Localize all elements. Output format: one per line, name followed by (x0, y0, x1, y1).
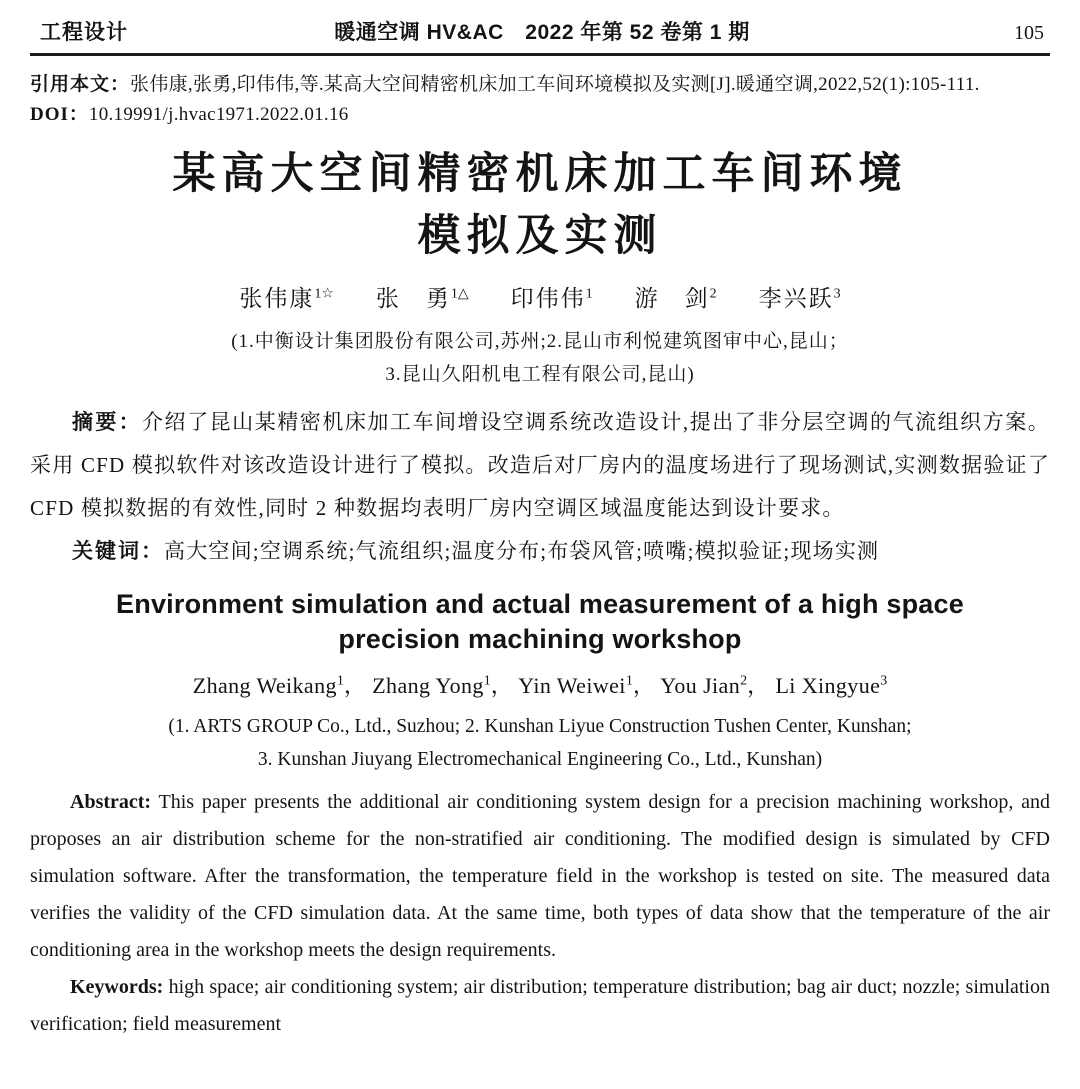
author-separator: ， (490, 673, 519, 698)
abstract-zh-block (30, 401, 1050, 573)
abstract-en-label: Abstract: (70, 791, 152, 813)
author-separator: ， (632, 673, 661, 698)
citation-text: 张伟康,张勇,印伟伟,等.某高大空间精密机床加工车间环境模拟及实测[J].暖通空调,2022,52(1):105-111. (130, 74, 980, 95)
author-superscript: 2 (740, 673, 748, 689)
paper-title-en-line2: precision machining workshop (338, 624, 742, 654)
author-superscript: 1△ (450, 286, 469, 302)
journal-header (30, 16, 1050, 46)
journal-title: 暖通空调 HV&AC 2022 年第 52 卷第 1 期 (334, 21, 750, 44)
author-superscript: 2 (709, 286, 717, 302)
author-superscript: 1 (625, 673, 633, 689)
author-zh (511, 280, 593, 313)
journal-section-label: 工程设计 (40, 21, 128, 44)
author-superscript: 1 (336, 673, 344, 689)
abstract-en-text: This paper presents the additional air conditioning system design for a precision machining workshop, and proposes an air distribution scheme for the non-stratified air conditioning. The modified design is simulated by CFD simulation software. After the transformation, the temperature field in the workshop is tested on site. The measured data verifies the validity of the CFD simulation data. At the same time, both types of data show that the temperature of the air conditioning area in the workshop meets the design requirements. (30, 791, 1050, 961)
author-name: 游 剑 (634, 286, 710, 311)
affiliations-en (30, 710, 1050, 776)
author-separator: ， (747, 673, 776, 698)
author-en (372, 673, 491, 698)
paper-title-zh (30, 144, 1050, 268)
author-en (775, 673, 887, 698)
paper-title-en (30, 587, 1050, 657)
author-name: 张 勇 (375, 286, 451, 311)
citation-label: 引用本文： (30, 74, 131, 95)
abstract-en (30, 784, 1050, 969)
abstract-zh-text: 介绍了昆山某精密机床加工车间增设空调系统改造设计,提出了非分层空调的气流组织方案。采用 CFD 模拟软件对该改造设计进行了模拟。改造后对厂房内的温度场进行了现场测试,实测数据验证了 CFD 模拟数据的有效性,同时 2 种数据均表明厂房内空调区域温度能达到设计要求。 (30, 410, 1050, 520)
abstract-zh (30, 401, 1050, 530)
author-superscript: 1 (585, 286, 593, 302)
author-name: 李兴跃 (758, 286, 834, 311)
author-en (193, 673, 344, 698)
keywords-zh (30, 530, 1050, 573)
author-name: Zhang Weikang (192, 673, 337, 698)
author-superscript: 3 (880, 673, 888, 689)
keywords-en-label: Keywords: (70, 976, 164, 998)
keywords-en-text: high space; air conditioning system; air distribution; temperature distribution; bag air duct; nozzle; simulation verification; field measurement (30, 976, 1050, 1035)
doi-label: DOI： (30, 104, 89, 125)
header-divider (30, 53, 1050, 56)
author-name: 印伟伟 (510, 286, 586, 311)
author-zh (239, 280, 334, 313)
author-name: You Jian (660, 673, 741, 698)
author-name: 张伟康 (239, 286, 315, 311)
citation-block (30, 70, 1050, 130)
paper-title-zh-line1: 某高大空间精密机床加工车间环境 (172, 151, 908, 198)
abstract-zh-label: 摘要： (72, 410, 143, 434)
author-zh (635, 280, 717, 313)
paper-title-zh-line2: 模拟及实测 (417, 213, 663, 260)
abstract-en-block (30, 784, 1050, 1043)
author-zh (759, 280, 841, 313)
keywords-zh-text: 高大空间;空调系统;气流组织;温度分布;布袋风管;喷嘴;模拟验证;现场实测 (164, 539, 880, 563)
keywords-zh-label: 关键词： (72, 539, 164, 563)
authors-zh (30, 280, 1050, 313)
keywords-en (30, 969, 1050, 1043)
authors-en (30, 669, 1050, 700)
page-number: 105 (1014, 22, 1044, 44)
paper-title-en-line1: Environment simulation and actual measurement of a high space (116, 589, 964, 619)
author-superscript: 1☆ (314, 286, 334, 302)
author-separator: ， (343, 673, 373, 698)
author-name: Li Xingyue (775, 673, 881, 698)
author-en (660, 673, 747, 698)
doi-value: 10.19991/j.hvac1971.2022.01.16 (88, 104, 349, 125)
citation-line (30, 70, 1050, 100)
doi-line (30, 100, 1050, 130)
affiliation-en-line1: (1. ARTS GROUP Co., Ltd., Suzhou; 2. Kunshan Liyue Construction Tushen Center, Kunshan; (168, 716, 912, 737)
author-name: Zhang Yong (372, 673, 484, 698)
affiliation-en-line2: 3. Kunshan Jiuyang Electromechanical Engineering Co., Ltd., Kunshan) (257, 749, 823, 770)
author-en (518, 673, 633, 698)
affiliation-zh-line1: (1.中衡设计集团股份有限公司,苏州;2.昆山市利悦建筑图审中心,昆山； (231, 331, 849, 352)
author-superscript: 3 (833, 286, 841, 302)
affiliations-zh (30, 325, 1050, 391)
affiliation-zh-line2: 3.昆山久阳机电工程有限公司,昆山) (385, 364, 695, 385)
author-superscript: 1 (483, 673, 491, 689)
author-zh (376, 280, 469, 313)
author-name: Yin Weiwei (518, 673, 626, 698)
